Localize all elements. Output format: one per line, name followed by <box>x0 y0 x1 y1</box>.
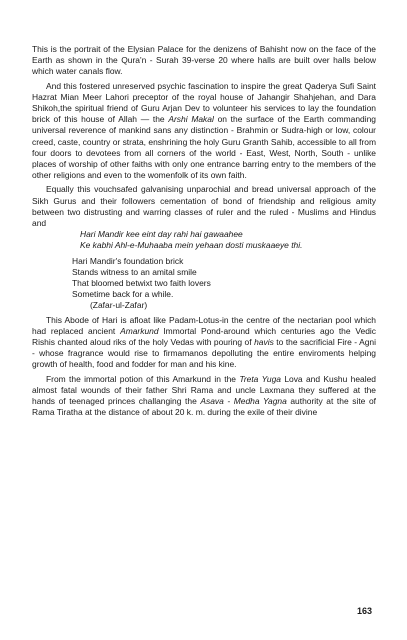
page-number: 163 <box>356 606 372 616</box>
paragraph-4-text-a: This Abode of Hari is afloat like Padam-Lotus-in the centre of the nectarian pool which had replaced ancient <box>32 314 376 336</box>
verse-line-2: Stands witness to an amital smile <box>72 266 197 277</box>
page-body <box>32 44 376 422</box>
paragraph-3-text: Equally this vouchsafed galvanising unparochial and bread universal approach of the Sikh Gurus and their followers cementation of bond of friendship and religious amity between two distrusting and warring classes of ruler and the ruled - Muslims and Hindus and <box>32 184 376 229</box>
paragraph-2 <box>32 81 376 182</box>
verse-line-1: Hari Mandir's foundation brick <box>72 255 184 266</box>
verse-line-4: Sometime back for a while. <box>72 289 174 300</box>
paragraph-4-term-1: Amarkund <box>120 325 159 336</box>
paragraph-1: This is the portrait of the Elysian Palace for the denizens of Bahisht now on the face of the Earth as shown in the Qura'n - Surah 39-verse 20 where halls are built over halls below which water canals flow. <box>32 44 376 77</box>
paragraph-3 <box>32 184 376 251</box>
paragraph-4-term-2: havis <box>254 337 274 348</box>
paragraph-4-text-b: Immortal Pond-around which centuries ago the Vedic Rishis chanted aloud riks of the holy Vedas with pouring of <box>32 325 376 348</box>
verse-credit: (Zafar-ul-Zafar) <box>90 300 148 311</box>
verse-line-3: That bloomed betwixt two faith lovers <box>72 278 211 289</box>
verse-block <box>32 256 376 312</box>
paragraph-5-term-2: Asava - Medha Yagna <box>200 396 287 407</box>
urdu-couplet-line-2: Ke kabhi Ahl-e-Muhaaba mein yehaan dosti muskaaeye thi. <box>80 240 303 251</box>
paragraph-2-term: Arshi Makal <box>168 114 214 125</box>
verse-line-4-wrap <box>72 289 376 311</box>
paragraph-4 <box>32 315 376 371</box>
paragraph-5-text-c: authority at the site of Rama Tiratha at the distance of about 20 k. m. during the exile of their divine <box>32 396 376 418</box>
paragraph-5 <box>32 374 376 419</box>
paragraph-5-text-b: Lova and Kushu healed almost fatal wounds of their father Shri Rama and uncle Laxmana they suffered at the hands of teenaged princes challanging the <box>32 373 376 407</box>
urdu-couplet-line-1: Hari Mandir kee eint day rahi hai gawaahee <box>80 229 243 240</box>
paragraph-4-text-c: to the sacrificial Fire - Agni - whose fragrance would rise to firmamanos depolluting the entire enviroments helping growth of health, food and fodder for man and his kine. <box>32 337 376 370</box>
paragraph-5-term-1: Treta Yuga <box>239 373 281 384</box>
paragraph-5-text-a: From the immortal potion of this Amarkund in the <box>46 373 240 384</box>
paragraph-2-text-b: on the surface of the Earth commanding universal reverence of mankind sans any distinction - Brahmin or Sudra-high or low, colour creed, caste, country or strata, enshrining the holy Guru Granth Sahib, accessible to all from four doors to devotees from all corners of the world - East, West, North, South - unlike places of worship of other faiths with only one entrance barring entry to the members of the other religions and even to the womenfolk of its own faith. <box>32 114 376 181</box>
paragraph-2-text-a: And this fostered unreserved psychic fascination to inspire the great Qaderya Sufi Saint Hazrat Mian Meer Lahori preceptor of the royal house of Jahangir Shahjehan, and Dara Shikoh,the spiritual friend of Guru Arjan Dev to volunteer his services to lay the foundation brick of this house of Allah — the <box>32 80 376 125</box>
